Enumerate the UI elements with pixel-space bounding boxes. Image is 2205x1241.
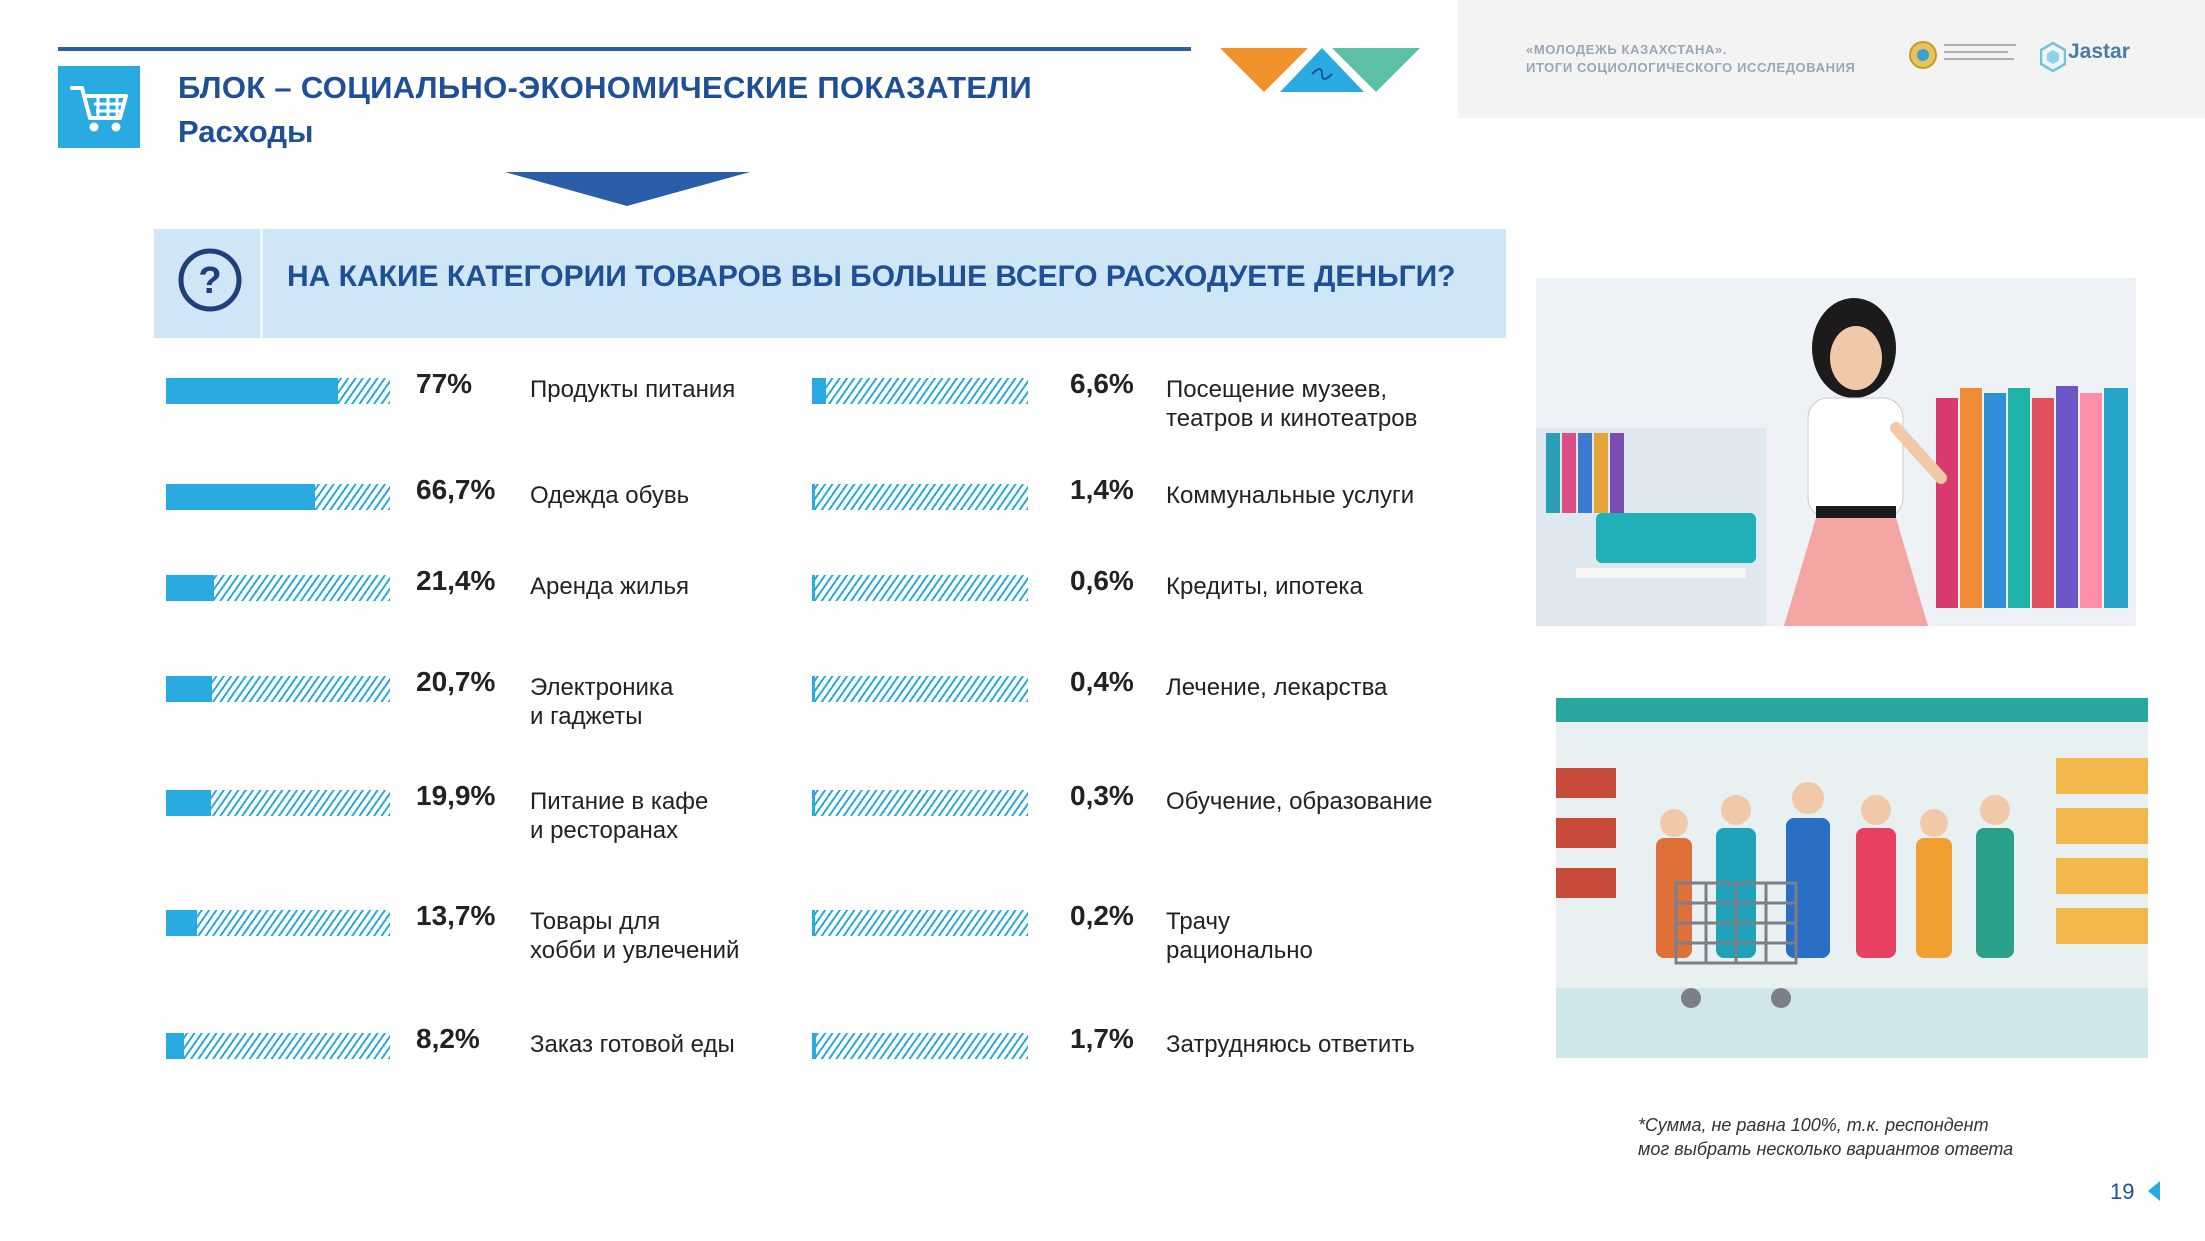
header-line: [58, 47, 1191, 51]
left-column-category-label: Заказ готовой еды: [530, 1031, 735, 1058]
right-column-bar: [812, 484, 815, 510]
left-column-value-label: 13,7%: [416, 900, 496, 931]
block-title: БЛОК – СОЦИАЛЬНО-ЭКОНОМИЧЕСКИЕ ПОКАЗАТЕЛИ: [178, 70, 1032, 105]
right-column-bar-track: [812, 1033, 1028, 1059]
left-column-bar: [166, 484, 315, 510]
left-column-bar-track: [166, 790, 390, 816]
left-column-category-label: Питание в кафе и ресторанах: [530, 788, 709, 844]
right-column-category-label: Обучение, образование: [1166, 788, 1433, 815]
left-column-category-label: Одежда обувь: [530, 482, 690, 509]
footnote: *Сумма, не равна 100%, т.к. респондент мог выбрать несколько вариантов ответа: [1638, 1115, 2014, 1159]
left-column-value-label: 66,7%: [416, 474, 496, 505]
right-column-category-label: Посещение музеев, театров и кинотеатров: [1166, 376, 1418, 432]
right-column-value-label: 1,4%: [1070, 474, 1134, 505]
left-column-bar: [166, 378, 338, 404]
chevron-down-icon: [505, 172, 750, 212]
survey-title-line1: «МОЛОДЕЖЬ КАЗАХСТАНА».: [1526, 42, 1727, 57]
left-column-bar-track: [166, 575, 390, 601]
right-column-category-label: Лечение, лекарства: [1166, 674, 1388, 701]
right-column-bar: [812, 790, 815, 816]
right-column-category-label: Коммунальные услуги: [1166, 482, 1415, 509]
right-column-value-label: 0,3%: [1070, 780, 1134, 811]
right-column-category-label: Затрудняюсь ответить: [1166, 1031, 1415, 1058]
right-column-bar-track: [812, 575, 1028, 601]
left-column-bar: [166, 575, 214, 601]
left-column-category-label: Аренда жилья: [530, 573, 689, 600]
right-column-bar-track: [812, 910, 1028, 936]
right-column-bar-track: [812, 378, 1028, 404]
left-column-category-label: Электроника и гаджеты: [530, 674, 674, 730]
right-column-bar: [812, 910, 815, 936]
block-subtitle: Расходы: [178, 114, 314, 149]
survey-title-line2: ИТОГИ СОЦИОЛОГИЧЕСКОГО ИССЛЕДОВАНИЯ: [1526, 60, 1856, 75]
left-column-bar-track: [166, 1033, 390, 1059]
left-column-bar: [166, 910, 197, 936]
left-column-category-label: Товары для хобби и увлечений: [530, 908, 740, 964]
left-column-bar: [166, 676, 212, 702]
right-column-category-label: Трачу рационально: [1166, 908, 1313, 964]
left-column-bar-track: [166, 676, 390, 702]
right-column-value-label: 6,6%: [1070, 368, 1134, 399]
survey-title: [1526, 41, 1855, 77]
jastar-logo-icon: [2040, 42, 2066, 77]
left-column-bar: [166, 1033, 184, 1059]
right-column-bar-track: [812, 484, 1028, 510]
left-column-value-label: 19,9%: [416, 780, 496, 811]
page-arrow-icon: [2146, 1179, 2162, 1208]
left-column-value-label: 8,2%: [416, 1023, 480, 1054]
left-column-bar-track: [166, 484, 390, 510]
right-column-bar-track: [812, 790, 1028, 816]
left-column-bar-track: [166, 910, 390, 936]
svg-text:?: ?: [198, 260, 222, 302]
right-column-value-label: 0,2%: [1070, 900, 1134, 931]
jastar-logo: Jastar: [2068, 40, 2130, 63]
left-column-value-label: 20,7%: [416, 666, 496, 697]
shopping-photo-supermarket: [1556, 698, 2148, 1058]
left-column-bar: [166, 790, 211, 816]
ministry-logo-text: [1944, 42, 2024, 69]
shopping-cart-icon: [58, 66, 140, 148]
left-column-value-label: 21,4%: [416, 565, 496, 596]
right-column-category-label: Кредиты, ипотека: [1166, 573, 1363, 600]
right-column-value-label: 0,4%: [1070, 666, 1134, 697]
right-column-bar: [812, 1033, 816, 1059]
right-column-bar: [812, 575, 815, 601]
question-icon: [176, 246, 244, 319]
left-column-bar-track: [166, 378, 390, 404]
question-divider: [260, 229, 263, 338]
right-column-value-label: 0,6%: [1070, 565, 1134, 596]
right-column-bar-track: [812, 676, 1028, 702]
right-column-bar: [812, 676, 815, 702]
left-column-value-label: 77%: [416, 368, 473, 399]
question-text: НА КАКИЕ КАТЕГОРИИ ТОВАРОВ ВЫ БОЛЬШЕ ВСЕГО РАСХОДУЕТЕ ДЕНЬГИ?: [287, 260, 1456, 293]
right-column-bar: [812, 378, 826, 404]
state-emblem-icon: [1908, 40, 1938, 75]
shopping-photo-clothes: [1536, 278, 2136, 626]
ornament-triangles: [1220, 46, 1436, 99]
left-column-category-label: Продукты питания: [530, 376, 736, 403]
page-number: 19: [2110, 1179, 2135, 1204]
right-column-value-label: 1,7%: [1070, 1023, 1134, 1054]
